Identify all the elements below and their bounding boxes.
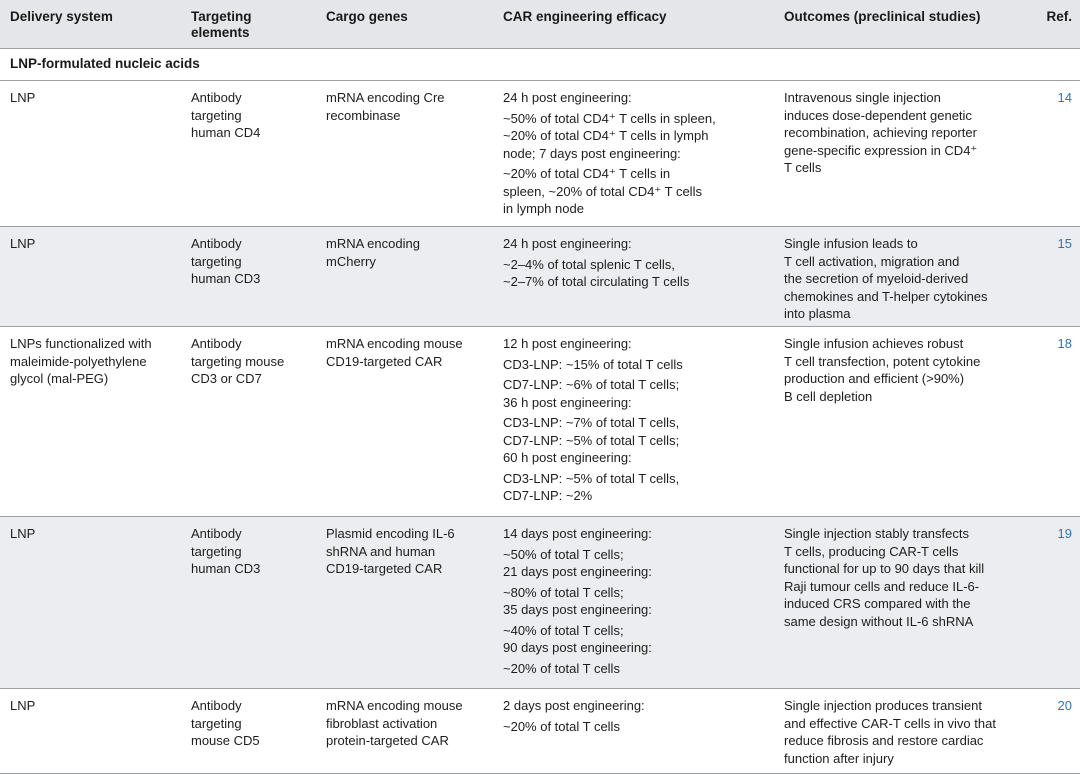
- outcomes-cell: [784, 327, 1020, 405]
- targeting-cell: [191, 227, 316, 288]
- outcomes-line: functional for up to 90 days that kill: [784, 561, 985, 576]
- cargo-cell: [326, 327, 496, 370]
- targeting-line: Antibody: [191, 336, 242, 351]
- targeting-line: targeting: [191, 543, 242, 559]
- ref-link[interactable]: 14: [1057, 90, 1072, 105]
- section-label: LNP-formulated nucleic acids: [10, 56, 200, 71]
- targeting-cell: [191, 689, 316, 750]
- outcomes-line: Raji tumour cells and reduce IL-6-: [784, 578, 980, 594]
- efficacy-line: 21 days post engineering:: [503, 564, 652, 579]
- targeting-line: targeting: [191, 107, 242, 123]
- efficacy-group: [503, 356, 773, 374]
- outcomes-cell: [784, 227, 1020, 323]
- efficacy-cell: [503, 81, 773, 218]
- cargo-line: Plasmid encoding IL-6: [326, 526, 455, 541]
- ref-link[interactable]: 20: [1057, 698, 1072, 713]
- efficacy-line: 90 days post engineering:: [503, 640, 652, 655]
- table-row: [0, 227, 1080, 327]
- delivery-cell: [10, 81, 182, 107]
- targeting-line: human CD4: [191, 125, 261, 140]
- delivery-cell: [10, 689, 182, 715]
- efficacy-group: [503, 89, 773, 107]
- outcomes-cell: [784, 517, 1020, 630]
- efficacy-line: 35 days post engineering:: [503, 602, 652, 617]
- efficacy-line: ~80% of total T cells;: [503, 584, 624, 600]
- targeting-cell: [191, 517, 316, 578]
- efficacy-line: 14 days post engineering:: [503, 526, 652, 541]
- efficacy-line: ~20% of total CD4⁺ T cells in lymph: [503, 128, 709, 143]
- outcomes-line: chemokines and T-helper cytokines: [784, 288, 988, 304]
- efficacy-line: ~40% of total T cells;: [503, 622, 624, 638]
- efficacy-group: [503, 525, 773, 543]
- outcomes-line: T cells: [784, 160, 822, 175]
- efficacy-line: 60 h post engineering:: [503, 450, 632, 465]
- table-row: [0, 517, 1080, 689]
- targeting-line: mouse CD5: [191, 733, 260, 748]
- table-row: [0, 81, 1080, 227]
- targeting-line: Antibody: [191, 236, 242, 251]
- outcomes-line: T cell transfection, potent cytokine: [784, 353, 981, 369]
- cargo-line: mRNA encoding mouse: [326, 698, 463, 713]
- efficacy-line: CD3-LNP: ~15% of total T cells: [503, 356, 683, 372]
- outcomes-line: production and efficient (>90%): [784, 371, 965, 386]
- ref-link[interactable]: 18: [1057, 336, 1072, 351]
- outcomes-line: Single injection stably transfects: [784, 526, 969, 541]
- cargo-line: protein-targeted CAR: [326, 733, 449, 748]
- targeting-cell: [191, 327, 316, 388]
- efficacy-line: 36 h post engineering:: [503, 394, 632, 410]
- efficacy-group: [503, 622, 773, 657]
- efficacy-line: spleen, ~20% of total CD4⁺ T cells: [503, 183, 702, 199]
- delivery-line: LNP: [10, 90, 36, 105]
- efficacy-line: ~20% of total T cells: [503, 718, 620, 734]
- efficacy-group: [503, 584, 773, 619]
- cargo-line: CD19-targeted CAR: [326, 561, 443, 576]
- outcomes-line: into plasma: [784, 306, 851, 321]
- header-car-efficacy: CAR engineering efficacy: [503, 9, 667, 24]
- efficacy-line: ~2–4% of total splenic T cells,: [503, 256, 675, 272]
- outcomes-line: T cell activation, migration and: [784, 253, 960, 269]
- efficacy-line: ~50% of total CD4⁺ T cells in spleen,: [503, 110, 716, 126]
- outcomes-line: and effective CAR-T cells in vivo that: [784, 715, 996, 731]
- outcomes-line: reduce fibrosis and restore cardiac: [784, 733, 984, 748]
- header-targeting-elements: [191, 0, 316, 41]
- efficacy-group: [503, 256, 773, 291]
- cargo-line: CD19-targeted CAR: [326, 353, 443, 369]
- targeting-line: human CD3: [191, 561, 261, 576]
- delivery-line: LNPs functionalized with: [10, 336, 152, 351]
- targeting-line: Antibody: [191, 526, 242, 541]
- section-row: [0, 49, 1080, 81]
- efficacy-line: ~20% of total T cells: [503, 660, 620, 676]
- cargo-line: recombinase: [326, 107, 401, 123]
- efficacy-cell: [503, 517, 773, 677]
- efficacy-group: [503, 376, 773, 411]
- outcomes-line: Single injection produces transient: [784, 698, 983, 713]
- targeting-line: CD3 or CD7: [191, 371, 262, 386]
- cargo-cell: [326, 227, 496, 270]
- outcomes-cell: [784, 689, 1020, 767]
- outcomes-line: the secretion of myeloid-derived: [784, 271, 969, 286]
- efficacy-line: node; 7 days post engineering:: [503, 145, 681, 161]
- cargo-line: mRNA encoding: [326, 236, 420, 251]
- efficacy-group: [503, 660, 773, 678]
- efficacy-line: ~2–7% of total circulating T cells: [503, 274, 690, 289]
- delivery-cell: [10, 227, 182, 253]
- delivery-line: LNP: [10, 698, 36, 713]
- efficacy-line: in lymph node: [503, 201, 584, 216]
- outcomes-line: same design without IL-6 shRNA: [784, 613, 974, 629]
- table-row: [0, 689, 1080, 774]
- efficacy-line: CD7-LNP: ~5% of total T cells;: [503, 432, 680, 448]
- targeting-line: targeting mouse: [191, 353, 285, 369]
- efficacy-cell: [503, 689, 773, 735]
- efficacy-group: [503, 546, 773, 581]
- targeting-line: human CD3: [191, 271, 261, 286]
- ref-link[interactable]: 15: [1057, 236, 1072, 251]
- efficacy-group: [503, 335, 773, 353]
- efficacy-group: [503, 718, 773, 736]
- efficacy-cell: [503, 227, 773, 291]
- cargo-cell: [326, 517, 496, 578]
- cargo-line: shRNA and human: [326, 543, 436, 559]
- efficacy-group: [503, 235, 773, 253]
- efficacy-line: 12 h post engineering:: [503, 336, 632, 351]
- efficacy-line: 2 days post engineering:: [503, 698, 645, 713]
- outcomes-line: function after injury: [784, 750, 894, 766]
- efficacy-line: CD3-LNP: ~7% of total T cells,: [503, 415, 680, 430]
- efficacy-cell: [503, 327, 773, 505]
- targeting-line: Antibody: [191, 698, 242, 713]
- efficacy-line: 24 h post engineering:: [503, 90, 632, 105]
- targeting-line: targeting: [191, 253, 242, 269]
- outcomes-cell: [784, 81, 1020, 177]
- targeting-cell: [191, 81, 316, 142]
- cargo-cell: [326, 81, 496, 124]
- delivery-cell: [10, 517, 182, 543]
- delivery-cell: [10, 327, 182, 388]
- efficacy-line: CD7-LNP: ~2%: [503, 488, 593, 503]
- efficacy-line: CD3-LNP: ~5% of total T cells,: [503, 470, 680, 486]
- outcomes-line: gene-specific expression in CD4⁺: [784, 142, 978, 158]
- table-row: [0, 327, 1080, 517]
- targeting-line: Antibody: [191, 90, 242, 105]
- outcomes-line: Single infusion achieves robust: [784, 336, 964, 351]
- cargo-line: fibroblast activation: [326, 715, 438, 731]
- efficacy-group: [503, 697, 773, 715]
- header-ref: Ref.: [1046, 9, 1072, 24]
- efficacy-group: [503, 165, 773, 218]
- targeting-line: targeting: [191, 715, 242, 731]
- delivery-line: LNP: [10, 236, 36, 251]
- efficacy-line: 24 h post engineering:: [503, 236, 632, 251]
- cargo-line: mCherry: [326, 253, 376, 269]
- header-line: Targeting: [191, 9, 252, 24]
- cargo-cell: [326, 689, 496, 750]
- efficacy-group: [503, 414, 773, 467]
- efficacy-group: [503, 470, 773, 505]
- header-targeting-elements-text: [191, 9, 316, 41]
- outcomes-line: induces dose-dependent genetic: [784, 107, 972, 123]
- delivery-line: maleimide-polyethylene: [10, 353, 147, 369]
- outcomes-line: B cell depletion: [784, 388, 873, 404]
- efficacy-line: ~20% of total CD4⁺ T cells in: [503, 166, 671, 181]
- table-header: [0, 0, 1080, 49]
- outcomes-line: T cells, producing CAR-T cells: [784, 543, 959, 559]
- ref-link[interactable]: 19: [1057, 526, 1072, 541]
- cargo-line: mRNA encoding mouse: [326, 336, 463, 351]
- efficacy-line: ~50% of total T cells;: [503, 546, 624, 562]
- outcomes-line: Intravenous single injection: [784, 90, 941, 105]
- efficacy-group: [503, 110, 773, 163]
- cargo-line: mRNA encoding Cre: [326, 90, 445, 105]
- efficacy-line: CD7-LNP: ~6% of total T cells;: [503, 377, 680, 392]
- outcomes-line: recombination, achieving reporter: [784, 125, 977, 140]
- header-delivery-system: Delivery system: [10, 9, 113, 24]
- header-cargo-genes: Cargo genes: [326, 9, 408, 24]
- header-outcomes: Outcomes (preclinical studies): [784, 9, 981, 24]
- delivery-line: glycol (mal-PEG): [10, 371, 109, 386]
- outcomes-line: induced CRS compared with the: [784, 596, 971, 611]
- table-body: [0, 81, 1080, 774]
- header-line: elements: [191, 25, 250, 40]
- delivery-line: LNP: [10, 526, 36, 541]
- outcomes-line: Single infusion leads to: [784, 236, 918, 251]
